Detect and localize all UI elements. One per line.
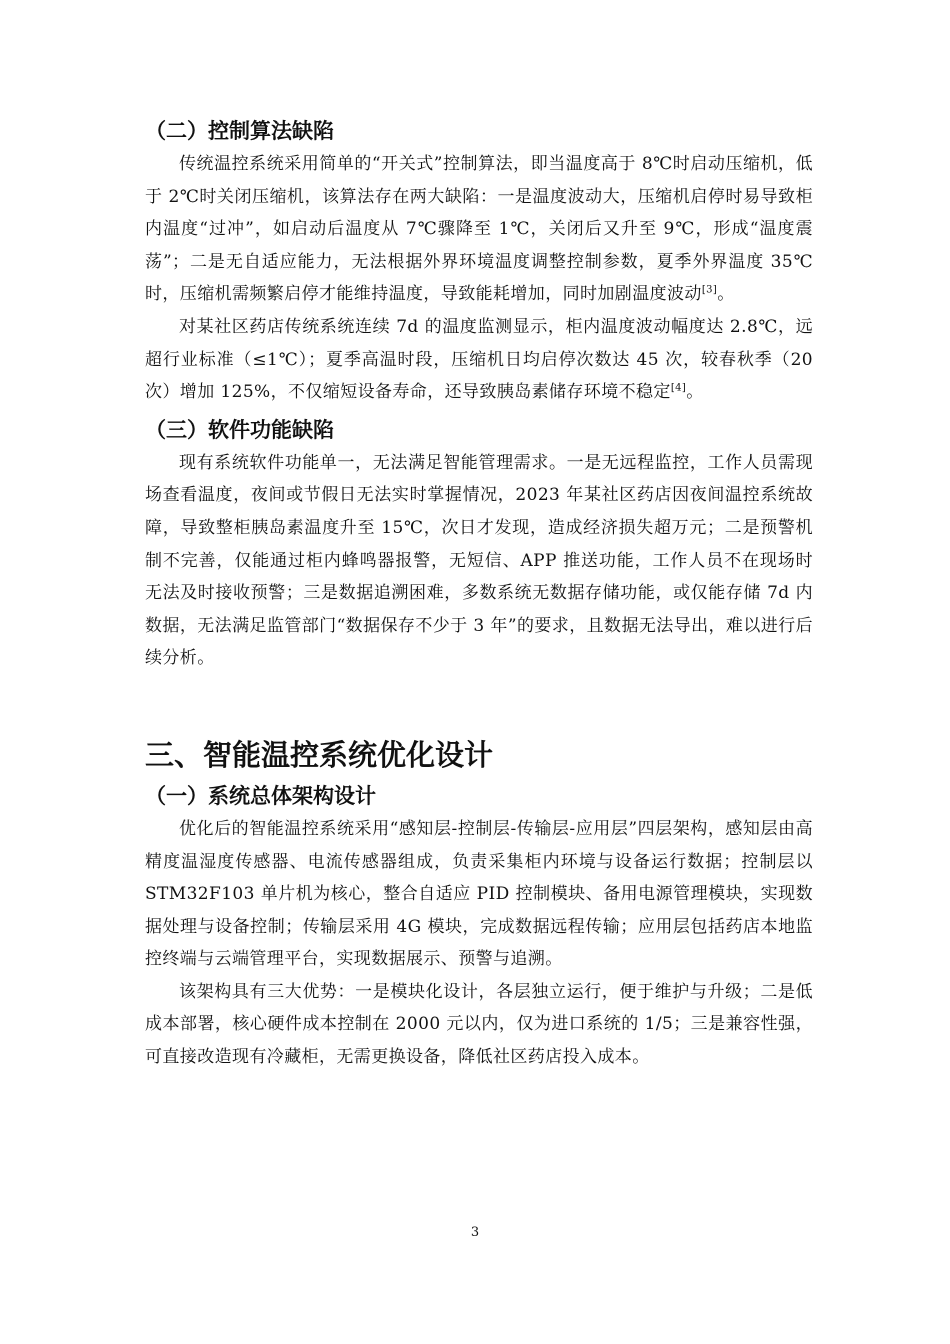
citation-4: [4]	[670, 382, 687, 394]
paragraph-end: 。	[717, 284, 735, 305]
section-heading-architecture: （一）系统总体架构设计	[145, 783, 376, 808]
paragraph-text: 传统温控系统采用简单的“开关式”控制算法，即当温度高于 8℃时启动压缩机，低于 2℃时关闭压缩机，该算法存在两大缺陷：一是温度波动大，压缩机启停时易导致柜内温度“过冲”，如启动后温度从 7℃骤降至 1℃，关闭后又升至 9℃，形成“温度震荡”；二是无自适应能力，无法根据外界环境温度调整控制参数，夏季外界温度 35℃时，压缩机需频繁启停才能维持温度，导致能耗增加，同时加剧温度波动	[145, 154, 813, 305]
section-spacer	[145, 675, 813, 735]
paragraph-text: 对某社区药店传统系统连续 7d 的温度监测显示，柜内温度波动幅度达 2.8℃，远超行业标准（≤1℃）；夏季高温时段，压缩机日均启停次数达 45 次，较春秋季（20 次）增加 125%，不仅缩短设备寿命，还导致胰岛素储存环境不稳定	[145, 316, 813, 403]
section-heading-software-defects: （三）软件功能缺陷	[145, 417, 334, 442]
paragraph-end: 。	[686, 382, 704, 403]
citation-3: [3]	[701, 284, 718, 296]
paragraph-architecture-1: 优化后的智能温控系统采用“感知层-控制层-传输层-应用层”四层架构，感知层由高精度温湿度传感器、电流传感器组成，负责采集柜内环境与设备运行数据；控制层以 STM32F103 单片机为核心，整合自适应 PID 控制模块、备用电源管理模块，实现数据处理与设备控制；传输层采用 4G 模块，完成数据远程传输；应用层包括药店本地监控终端与云端管理平台，实现数据展示、预警与追溯。	[145, 818, 813, 970]
paragraph-control-algorithm-2	[145, 311, 813, 409]
page-content	[145, 110, 813, 1074]
section-heading-control-algorithm: （二）控制算法缺陷	[145, 119, 334, 143]
paragraph-architecture-2: 该架构具有三大优势：一是模块化设计，各层独立运行，便于维护与升级；二是低成本部署，核心硬件成本控制在 2000 元以内，仅为进口系统的 1/5；三是兼容性强，可直接改造现有冷藏柜，无需更换设备，降低社区药店投入成本。	[145, 981, 813, 1068]
chapter-heading-optimization: 三、智能温控系统优化设计	[145, 737, 494, 772]
paragraph-software-defects-1: 现有系统软件功能单一，无法满足智能管理需求。一是无远程监控，工作人员需现场查看温度，夜间或节假日无法实时掌握情况，2023 年某社区药店因夜间温控系统故障，导致整柜胰岛素温度升至 15℃，次日才发现，造成经济损失超万元；二是预警机制不完善，仅能通过柜内蜂鸣器报警，无短信、APP 推送功能，工作人员不在现场时无法及时接收预警；三是数据追溯困难，多数系统无数据存储功能，或仅能存储 7d 内数据，无法满足监管部门“数据保存不少于 3 年”的要求，且数据无法导出，难以进行后续分析。	[145, 452, 813, 669]
page-number: 3	[470, 1225, 480, 1240]
paragraph-control-algorithm-1	[145, 148, 813, 311]
